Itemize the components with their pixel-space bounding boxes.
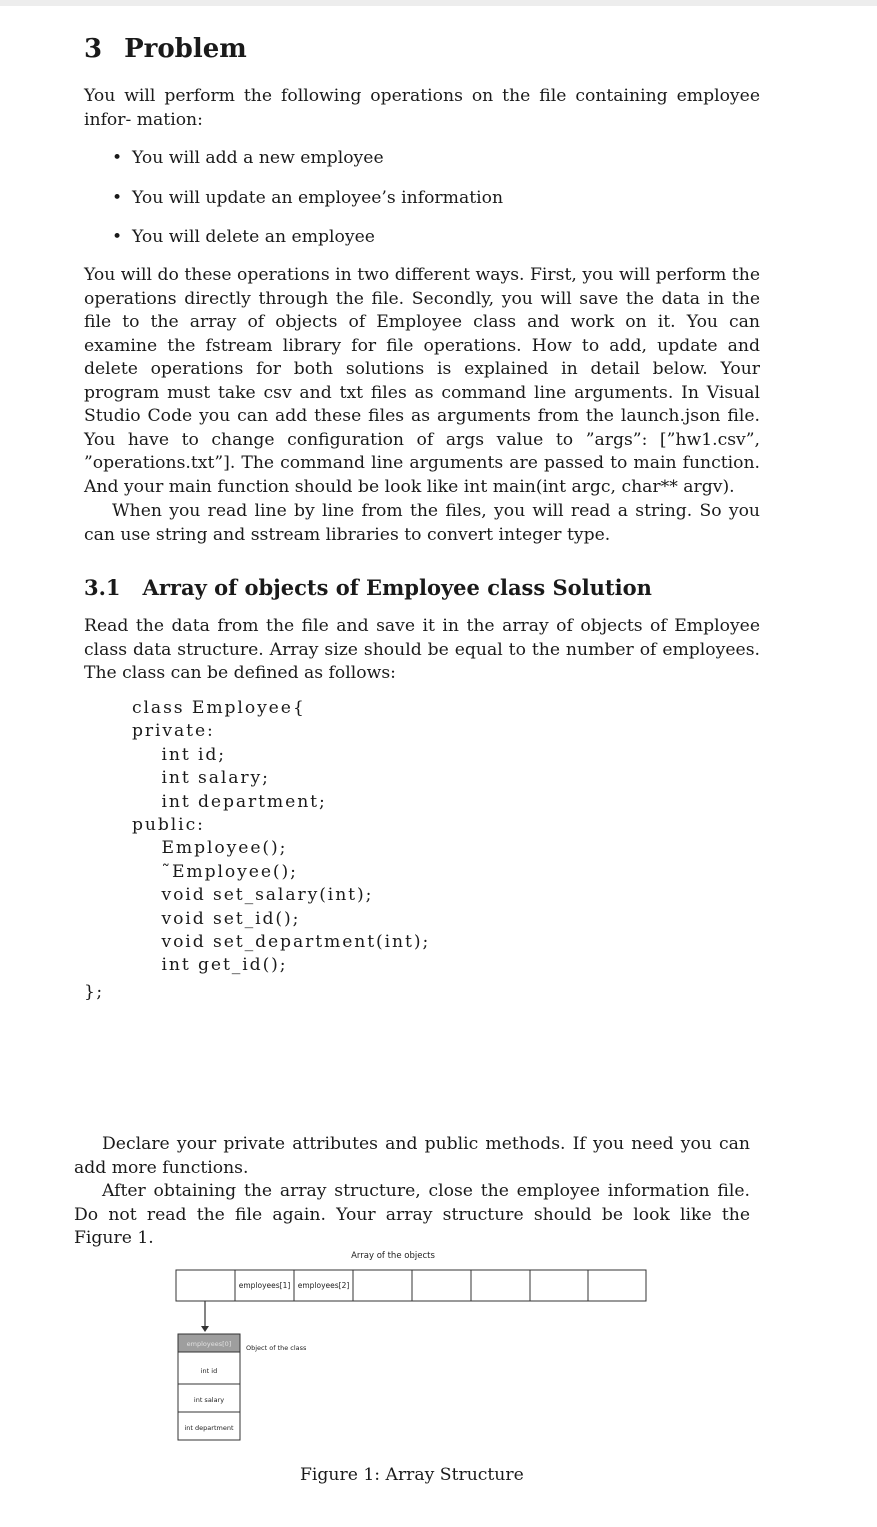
object-field-label: int salary xyxy=(193,1396,225,1404)
code-line: Employee(); xyxy=(132,838,288,859)
code-line: public: xyxy=(132,815,205,836)
code-line: int get_id(); xyxy=(132,955,288,976)
body-paragraph: When you read line by line from the files, you will read a string. So you can use string and sstream libraries to convert integer type. xyxy=(84,501,760,545)
code-line: void set_salary(int); xyxy=(132,885,374,906)
array-row xyxy=(176,1270,646,1301)
subsection-heading xyxy=(84,575,652,600)
arrow-head-icon xyxy=(201,1326,209,1332)
array-cell xyxy=(530,1270,588,1301)
object-label: Object of the class xyxy=(246,1344,307,1352)
bullet-icon: • xyxy=(112,148,123,168)
code-line: void set_id(); xyxy=(132,908,301,929)
array-structure-figure xyxy=(0,1240,877,1500)
object-field-label: int id xyxy=(200,1367,218,1375)
body-paragraph: Declare your private attributes and public methods. If you need you can add more functions. xyxy=(74,1134,750,1178)
list-item-text: You will add a new employee xyxy=(132,148,384,168)
array-cell xyxy=(412,1270,471,1301)
bullet-icon: • xyxy=(112,227,123,247)
list-item xyxy=(112,187,503,227)
bullet-icon: • xyxy=(112,187,123,208)
array-cell xyxy=(353,1270,412,1301)
array-cell xyxy=(588,1270,646,1301)
code-line: int department; xyxy=(132,791,327,812)
code-closing: }; xyxy=(84,982,104,1002)
body-paragraph: You will do these operations in two different ways. First, you will perform the operations directly through the file. Secondly, you will save the data in the file to the array of objects of Employee class and work on it. You can examine the fstream library for file operations. How to add, update and delete operations for both solutions is explained in detail below. Your program must take csv and txt files as command line arguments. In Visual Studio Code you can add these files as arguments from the launch.json file. You have to change configuration of args value to ”args”: [”hw1.csv”, ”operations.txt”]. The command line arguments are passed to main function. And your main function should be look like int main(int argc, char** argv). xyxy=(84,265,760,497)
section-heading xyxy=(84,34,247,64)
operations-list xyxy=(112,147,503,266)
array-label: Array of the objects xyxy=(351,1251,435,1261)
subsection-title: Array of objects of Employee class Solution xyxy=(142,575,652,600)
code-line: private: xyxy=(132,721,215,742)
list-item xyxy=(112,226,503,266)
body-paragraph: After obtaining the array structure, close the employee information file. Do not read the file again. Your array structure should be look like the Figure 1. xyxy=(74,1181,750,1248)
intro-paragraph: You will perform the following operations on the file containing employee infor- mation: xyxy=(84,86,760,130)
list-item-text: You will update an employee’s information xyxy=(132,187,504,208)
section-number: 3 xyxy=(84,34,103,64)
paragraph-block xyxy=(74,1133,750,1251)
list-item xyxy=(112,147,503,187)
object-box xyxy=(178,1334,240,1440)
object-header-label: employees[0] xyxy=(186,1340,232,1348)
array-cell xyxy=(471,1270,530,1301)
list-item-text: You will delete an employee xyxy=(132,227,375,247)
object-field-label: int department xyxy=(184,1424,234,1432)
code-listing xyxy=(132,697,430,978)
page-top-bar xyxy=(0,0,877,6)
subsection-number: 3.1 xyxy=(84,575,121,600)
body-paragraph: Read the data from the file and save it in the array of objects of Employee class data structure. Array size should be equal to the number of employees. The class can be defined as follows: xyxy=(84,616,760,683)
code-line: void set_department(int); xyxy=(132,932,431,953)
code-line: int salary; xyxy=(132,768,270,789)
array-cell xyxy=(176,1270,235,1301)
code-line: class Employee{ xyxy=(132,698,306,718)
array-cell-label: employees[1] xyxy=(238,1281,291,1290)
code-line: ˜Employee(); xyxy=(132,861,298,882)
code-line: int id; xyxy=(132,744,226,765)
array-cell-label: employees[2] xyxy=(297,1281,350,1290)
figure-caption: Figure 1: Array Structure xyxy=(300,1465,524,1485)
section-title: Problem xyxy=(124,34,247,64)
